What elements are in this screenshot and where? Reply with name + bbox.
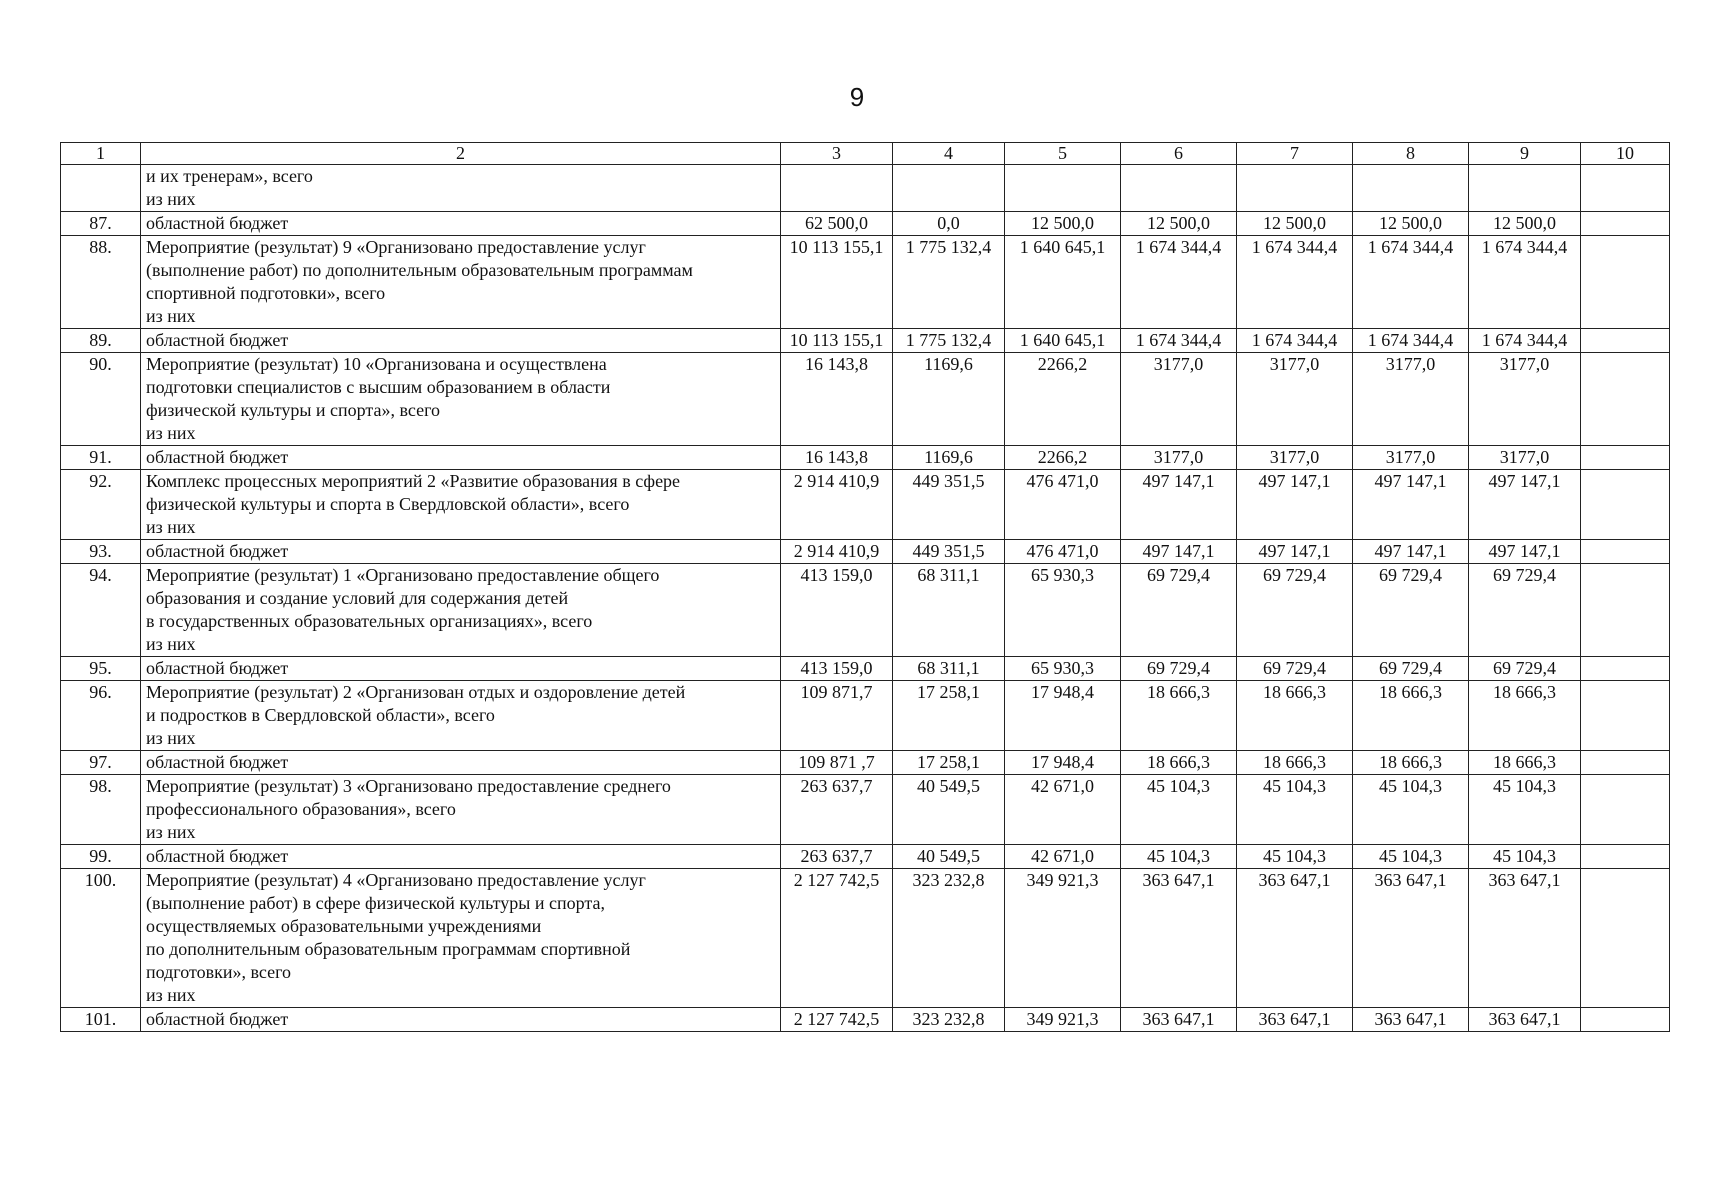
value-cell: 2266,2: [1005, 353, 1121, 446]
description-line: областной бюджет: [146, 447, 289, 467]
value-cell: [1581, 329, 1670, 353]
value-cell: 68 311,1: [893, 564, 1005, 657]
table-row: [61, 470, 1670, 540]
value-cell: 10 113 155,1: [781, 329, 893, 353]
description-line: (выполнение работ) по дополнительным образовательным программам: [146, 260, 693, 280]
description-line: областной бюджет: [146, 752, 289, 772]
value-cell: 413 159,0: [781, 657, 893, 681]
value-cell: 497 147,1: [1469, 540, 1581, 564]
description-line: подготовки», всего: [146, 962, 292, 982]
value-cell: 2 127 742,5: [781, 1008, 893, 1032]
table-row: [61, 564, 1670, 657]
value-cell: 323 232,8: [893, 869, 1005, 1008]
value-cell: 16 143,8: [781, 353, 893, 446]
table-row: [61, 869, 1670, 1008]
description-line: и подростков в Свердловской области», всего: [146, 705, 495, 725]
description-line: физической культуры и спорта», всего: [146, 400, 441, 420]
value-cell: 42 671,0: [1005, 775, 1121, 845]
row-description: [141, 329, 781, 353]
description-line: областной бюджет: [146, 541, 289, 561]
value-cell: 3177,0: [1237, 353, 1353, 446]
value-cell: 497 147,1: [1121, 540, 1237, 564]
value-cell: 1 674 344,4: [1353, 329, 1469, 353]
value-cell: 18 666,3: [1237, 681, 1353, 751]
row-number: 99.: [61, 845, 141, 869]
value-cell: 69 729,4: [1121, 564, 1237, 657]
row-number: 97.: [61, 751, 141, 775]
value-cell: 497 147,1: [1469, 470, 1581, 540]
value-cell: [1581, 681, 1670, 751]
value-cell: 68 311,1: [893, 657, 1005, 681]
row-number: 95.: [61, 657, 141, 681]
value-cell: 45 104,3: [1121, 845, 1237, 869]
value-cell: 17 948,4: [1005, 681, 1121, 751]
value-cell: 109 871,7: [781, 681, 893, 751]
description-line: областной бюджет: [146, 846, 289, 866]
row-number: 100.: [61, 869, 141, 1008]
value-cell: 17 948,4: [1005, 751, 1121, 775]
value-cell: 476 471,0: [1005, 540, 1121, 564]
description-line: из них: [146, 423, 196, 443]
row-description: [141, 869, 781, 1008]
value-cell: 45 104,3: [1469, 775, 1581, 845]
value-cell: 69 729,4: [1353, 657, 1469, 681]
description-line: (выполнение работ) в сфере физической культуры и спорта,: [146, 893, 605, 913]
value-cell: 349 921,3: [1005, 869, 1121, 1008]
value-cell: 109 871 ,7: [781, 751, 893, 775]
value-cell: 0,0: [893, 212, 1005, 236]
table-row: [61, 212, 1670, 236]
row-description: [141, 470, 781, 540]
value-cell: [1581, 1008, 1670, 1032]
row-description: [141, 751, 781, 775]
value-cell: [1581, 657, 1670, 681]
table-row: [61, 353, 1670, 446]
row-number: 101.: [61, 1008, 141, 1032]
row-description: [141, 165, 781, 212]
value-cell: 1 674 344,4: [1121, 329, 1237, 353]
value-cell: 1 674 344,4: [1353, 236, 1469, 329]
value-cell: 363 647,1: [1353, 869, 1469, 1008]
description-line: из них: [146, 306, 196, 326]
value-cell: 1 674 344,4: [1121, 236, 1237, 329]
description-line: Мероприятие (результат) 9 «Организовано предоставление услуг: [146, 237, 646, 257]
value-cell: 10 113 155,1: [781, 236, 893, 329]
column-header: 4: [893, 143, 1005, 165]
value-cell: 45 104,3: [1121, 775, 1237, 845]
value-cell: 263 637,7: [781, 775, 893, 845]
budget-table: [60, 142, 1670, 1032]
description-line: Комплекс процессных мероприятий 2 «Развитие образования в сфере: [146, 471, 681, 491]
value-cell: 45 104,3: [1237, 845, 1353, 869]
value-cell: 363 647,1: [1237, 869, 1353, 1008]
description-line: Мероприятие (результат) 10 «Организована и осуществлена: [146, 354, 607, 374]
table-row: [61, 329, 1670, 353]
value-cell: 12 500,0: [1121, 212, 1237, 236]
value-cell: 497 147,1: [1121, 470, 1237, 540]
value-cell: [1581, 751, 1670, 775]
description-line: из них: [146, 985, 196, 1005]
description-line: из них: [146, 634, 196, 654]
description-line: осуществляемых образовательными учреждениями: [146, 916, 542, 936]
value-cell: [1005, 165, 1121, 212]
value-cell: 3177,0: [1121, 353, 1237, 446]
value-cell: [1581, 212, 1670, 236]
row-description: [141, 212, 781, 236]
value-cell: 2266,2: [1005, 446, 1121, 470]
description-line: Мероприятие (результат) 3 «Организовано предоставление среднего: [146, 776, 671, 796]
value-cell: 45 104,3: [1469, 845, 1581, 869]
row-number: 98.: [61, 775, 141, 845]
value-cell: 69 729,4: [1353, 564, 1469, 657]
column-header: 2: [141, 143, 781, 165]
value-cell: 3177,0: [1121, 446, 1237, 470]
value-cell: [1581, 869, 1670, 1008]
header-row: [61, 143, 1670, 165]
value-cell: 323 232,8: [893, 1008, 1005, 1032]
value-cell: 1 775 132,4: [893, 329, 1005, 353]
column-header: 3: [781, 143, 893, 165]
row-number: 88.: [61, 236, 141, 329]
column-header: 9: [1469, 143, 1581, 165]
value-cell: [1237, 165, 1353, 212]
value-cell: 1 640 645,1: [1005, 329, 1121, 353]
column-header: 8: [1353, 143, 1469, 165]
value-cell: [1581, 845, 1670, 869]
row-number: 94.: [61, 564, 141, 657]
column-header: 7: [1237, 143, 1353, 165]
value-cell: 42 671,0: [1005, 845, 1121, 869]
description-line: в государственных образовательных организациях», всего: [146, 611, 593, 631]
value-cell: [1581, 775, 1670, 845]
column-header: 5: [1005, 143, 1121, 165]
row-number: 87.: [61, 212, 141, 236]
column-header: 1: [61, 143, 141, 165]
value-cell: 3177,0: [1353, 353, 1469, 446]
value-cell: 476 471,0: [1005, 470, 1121, 540]
description-line: из них: [146, 189, 196, 209]
value-cell: 3177,0: [1469, 446, 1581, 470]
description-line: физической культуры и спорта в Свердловской области», всего: [146, 494, 630, 514]
value-cell: 363 647,1: [1469, 1008, 1581, 1032]
table-row: [61, 657, 1670, 681]
value-cell: 69 729,4: [1237, 657, 1353, 681]
description-line: Мероприятие (результат) 1 «Организовано предоставление общего: [146, 565, 660, 585]
table-row: [61, 446, 1670, 470]
table-row: [61, 165, 1670, 212]
value-cell: 2 914 410,9: [781, 470, 893, 540]
value-cell: [781, 165, 893, 212]
value-cell: 1169,6: [893, 353, 1005, 446]
value-cell: 497 147,1: [1237, 470, 1353, 540]
value-cell: [1581, 236, 1670, 329]
value-cell: 40 549,5: [893, 845, 1005, 869]
value-cell: 18 666,3: [1469, 681, 1581, 751]
value-cell: 1 640 645,1: [1005, 236, 1121, 329]
value-cell: 17 258,1: [893, 751, 1005, 775]
table-row: [61, 775, 1670, 845]
value-cell: [1581, 165, 1670, 212]
description-line: подготовки специалистов с высшим образованием в области: [146, 377, 611, 397]
description-line: Мероприятие (результат) 4 «Организовано предоставление услуг: [146, 870, 646, 890]
description-line: Мероприятие (результат) 2 «Организован отдых и оздоровление детей: [146, 682, 686, 702]
value-cell: 363 647,1: [1353, 1008, 1469, 1032]
value-cell: 18 666,3: [1469, 751, 1581, 775]
table-row: [61, 236, 1670, 329]
row-description: [141, 353, 781, 446]
description-line: профессионального образования», всего: [146, 799, 456, 819]
row-description: [141, 657, 781, 681]
row-number: 93.: [61, 540, 141, 564]
value-cell: 69 729,4: [1469, 657, 1581, 681]
value-cell: 449 351,5: [893, 470, 1005, 540]
page-number: 9: [849, 82, 865, 112]
description-line: из них: [146, 517, 196, 537]
value-cell: 12 500,0: [1353, 212, 1469, 236]
row-number: 91.: [61, 446, 141, 470]
table-row: [61, 540, 1670, 564]
value-cell: 497 147,1: [1353, 470, 1469, 540]
value-cell: 413 159,0: [781, 564, 893, 657]
description-line: областной бюджет: [146, 330, 289, 350]
value-cell: [1581, 470, 1670, 540]
value-cell: 45 104,3: [1353, 845, 1469, 869]
value-cell: [1469, 165, 1581, 212]
value-cell: 45 104,3: [1353, 775, 1469, 845]
description-line: областной бюджет: [146, 1009, 289, 1029]
value-cell: 69 729,4: [1469, 564, 1581, 657]
row-number: 92.: [61, 470, 141, 540]
description-line: из них: [146, 822, 196, 842]
value-cell: 2 127 742,5: [781, 869, 893, 1008]
column-header: 6: [1121, 143, 1237, 165]
value-cell: 18 666,3: [1237, 751, 1353, 775]
value-cell: 18 666,3: [1121, 751, 1237, 775]
value-cell: 263 637,7: [781, 845, 893, 869]
table-row: [61, 845, 1670, 869]
row-description: [141, 564, 781, 657]
description-line: областной бюджет: [146, 213, 289, 233]
value-cell: 2 914 410,9: [781, 540, 893, 564]
row-number: 89.: [61, 329, 141, 353]
value-cell: 18 666,3: [1121, 681, 1237, 751]
value-cell: 1 674 344,4: [1237, 236, 1353, 329]
value-cell: 363 647,1: [1121, 869, 1237, 1008]
value-cell: 1 674 344,4: [1469, 236, 1581, 329]
table-body: [61, 143, 1670, 1032]
row-description: [141, 446, 781, 470]
value-cell: 62 500,0: [781, 212, 893, 236]
value-cell: 1 674 344,4: [1469, 329, 1581, 353]
description-line: и их тренерам», всего: [146, 166, 313, 186]
value-cell: [1353, 165, 1469, 212]
description-line: из них: [146, 728, 196, 748]
value-cell: 12 500,0: [1237, 212, 1353, 236]
value-cell: 65 930,3: [1005, 657, 1121, 681]
value-cell: 3177,0: [1469, 353, 1581, 446]
row-description: [141, 540, 781, 564]
row-number: [61, 165, 141, 212]
row-description: [141, 775, 781, 845]
value-cell: 449 351,5: [893, 540, 1005, 564]
description-line: по дополнительным образовательным программам спортивной: [146, 939, 631, 959]
description-line: областной бюджет: [146, 658, 289, 678]
value-cell: 3177,0: [1353, 446, 1469, 470]
value-cell: [1581, 353, 1670, 446]
row-number: 90.: [61, 353, 141, 446]
description-line: спортивной подготовки», всего: [146, 283, 386, 303]
row-description: [141, 1008, 781, 1032]
value-cell: 69 729,4: [1237, 564, 1353, 657]
row-description: [141, 845, 781, 869]
row-description: [141, 236, 781, 329]
description-line: образования и создание условий для содержания детей: [146, 588, 569, 608]
value-cell: 1 775 132,4: [893, 236, 1005, 329]
value-cell: [1581, 540, 1670, 564]
value-cell: [1581, 564, 1670, 657]
column-header: 10: [1581, 143, 1670, 165]
value-cell: 363 647,1: [1469, 869, 1581, 1008]
value-cell: 497 147,1: [1353, 540, 1469, 564]
value-cell: 12 500,0: [1005, 212, 1121, 236]
value-cell: 45 104,3: [1237, 775, 1353, 845]
value-cell: 349 921,3: [1005, 1008, 1121, 1032]
value-cell: 40 549,5: [893, 775, 1005, 845]
table-row: [61, 681, 1670, 751]
value-cell: [893, 165, 1005, 212]
value-cell: [1581, 446, 1670, 470]
value-cell: 1 674 344,4: [1237, 329, 1353, 353]
value-cell: 16 143,8: [781, 446, 893, 470]
value-cell: 363 647,1: [1121, 1008, 1237, 1032]
value-cell: 69 729,4: [1121, 657, 1237, 681]
row-number: 96.: [61, 681, 141, 751]
value-cell: 3177,0: [1237, 446, 1353, 470]
value-cell: 363 647,1: [1237, 1008, 1353, 1032]
value-cell: 497 147,1: [1237, 540, 1353, 564]
table-row: [61, 1008, 1670, 1032]
value-cell: 12 500,0: [1469, 212, 1581, 236]
row-description: [141, 681, 781, 751]
table-row: [61, 751, 1670, 775]
value-cell: 18 666,3: [1353, 681, 1469, 751]
value-cell: 17 258,1: [893, 681, 1005, 751]
value-cell: 1169,6: [893, 446, 1005, 470]
value-cell: [1121, 165, 1237, 212]
value-cell: 65 930,3: [1005, 564, 1121, 657]
value-cell: 18 666,3: [1353, 751, 1469, 775]
